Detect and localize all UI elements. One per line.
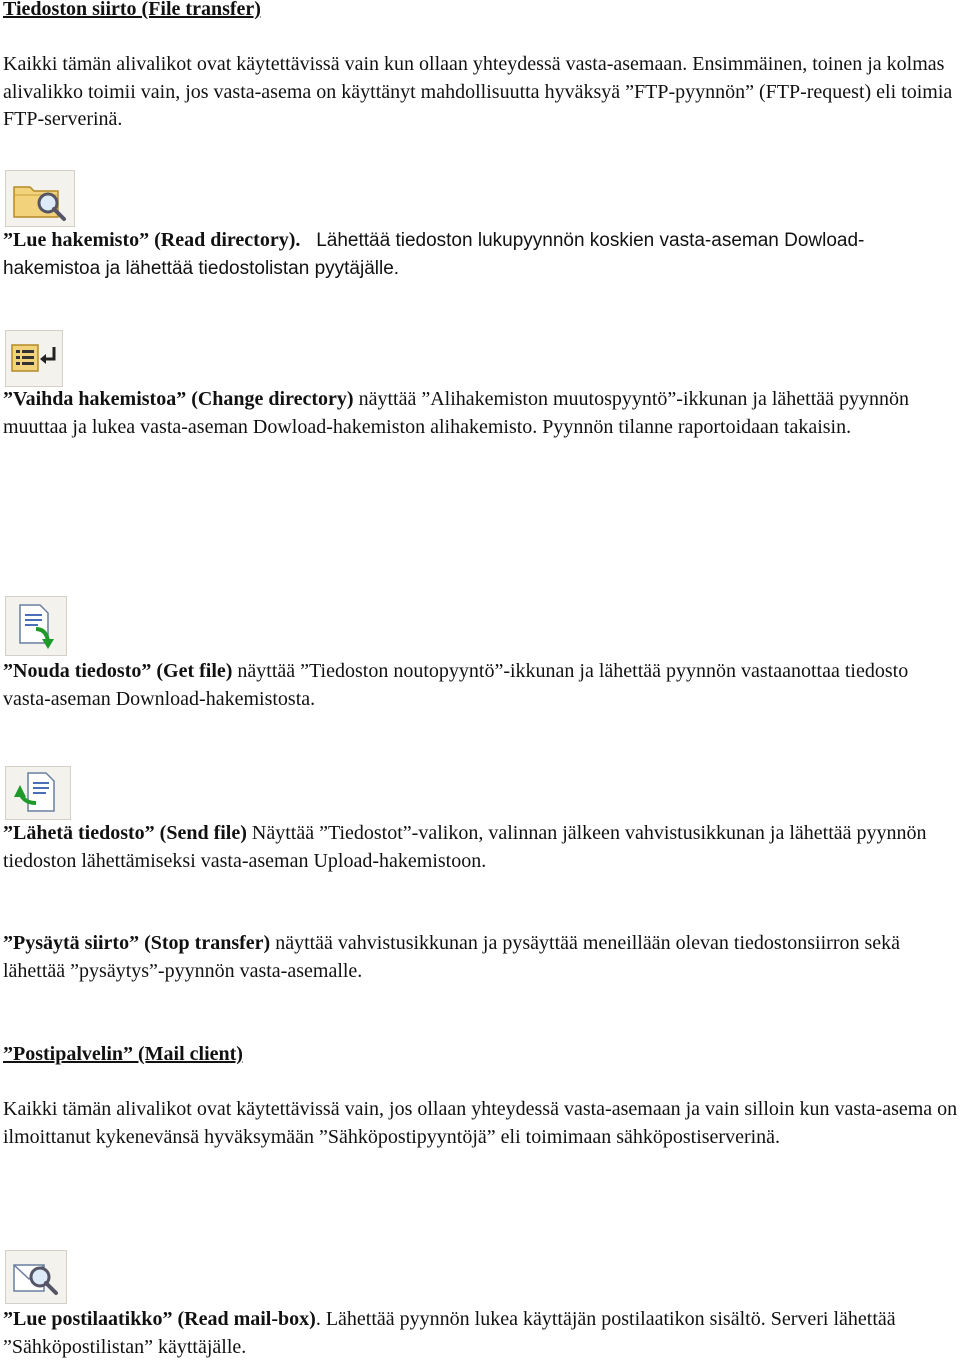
item-title: ”Lähetä tiedosto” (Send file) <box>3 822 247 844</box>
item-title: ”Vaihda hakemistoa” (Change directory) <box>3 388 354 410</box>
item-get-file <box>3 658 958 713</box>
item-change-directory <box>3 386 958 441</box>
section-heading-file-transfer: Tiedoston siirto (File transfer) <box>3 0 261 20</box>
item-description: Lähettää tiedoston lukupyynnön koskien vasta-aseman Dowload-hakemistoa ja lähettää tiedostolistan pyytäjälle. <box>3 230 865 279</box>
folder-search-icon <box>5 170 75 227</box>
send-file-icon <box>5 766 71 820</box>
section-intro-file-transfer: Kaikki tämän alivalikot ovat käytettävissä vain kun ollaan yhteydessä vasta-asemaan. Ensimmäinen, toinen ja kolmas alivalikko toimii vain, jos vasta-asema on käyttänyt mahdollisuutta hyväksyä ”FTP-pyynnön” (FTP-request) eli toimia FTP-serverinä. <box>3 53 953 130</box>
item-send-file <box>3 820 958 875</box>
item-title: ”Lue hakemisto” (Read directory). <box>3 229 301 251</box>
item-description: . Lähettää pyynnön lukea käyttäjän postilaatikon sisältö. Serveri lähettää ”Sähköpostilistan” käyttäjälle. <box>3 1308 896 1358</box>
item-description: näyttää vahvistusikkunan ja pysäyttää meneillään olevan tiedostonsiirron sekä lähettää ”pysäytys”-pyynnön vasta-asemalle. <box>3 932 901 982</box>
item-read-directory <box>3 227 958 282</box>
item-title: ”Pysäytä siirto” (Stop transfer) <box>3 932 271 954</box>
get-file-icon <box>5 596 67 656</box>
item-read-mailbox <box>3 1306 958 1361</box>
item-stop-transfer <box>3 930 958 985</box>
item-description: näyttää ”Tiedoston noutopyyntö”-ikkunan ja lähettää pyynnön vastaanottaa tiedosto vasta-aseman Download-hakemistosta. <box>3 660 909 710</box>
item-title: ”Nouda tiedosto” (Get file) <box>3 660 233 682</box>
item-description: Näyttää ”Tiedostot”-valikon, valinnan jälkeen vahvistusikkunan ja lähettää pyynnön tiedoston lähettämiseksi vasta-aseman Upload-hakemistoon. <box>3 822 927 872</box>
section-intro-mail-client: Kaikki tämän alivalikot ovat käytettävissä vain, jos ollaan yhteydessä vasta-asemaan ja vain silloin kun vasta-asema on ilmoittanut kykenevänsä hyväksymään ”Sähköpostipyyntöjä” eli toimimaan sähköpostiserverinä. <box>3 1098 958 1148</box>
item-description: näyttää ”Alihakemiston muutospyyntö”-ikkunan ja lähettää pyynnön muuttaa ja lukea vasta-aseman Dowload-hakemiston alihakemisto. Pyynnön tilanne raportoidaan takaisin. <box>3 388 909 438</box>
item-title: ”Lue postilaatikko” (Read mail-box) <box>3 1308 316 1330</box>
section-heading-mail-client: ”Postipalvelin” (Mail client) <box>3 1043 243 1065</box>
read-mailbox-icon <box>5 1250 67 1304</box>
change-directory-icon <box>5 330 63 387</box>
